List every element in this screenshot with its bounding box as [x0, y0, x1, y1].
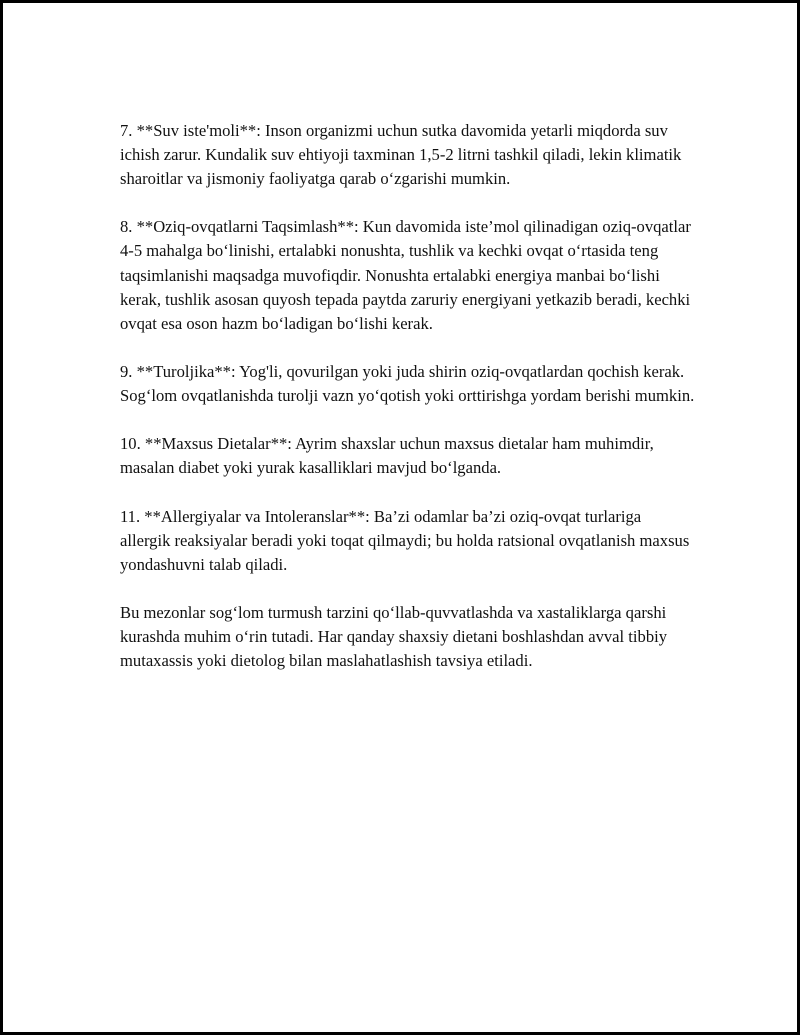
paragraph-special-diets: 10. **Maxsus Dietalar**: Ayrim shaxslar uchun maxsus dietalar ham muhimdir, masalan diabet yoki yurak kasalliklari mavjud bo‘lganda. — [120, 434, 654, 478]
paragraph-allergies: 11. **Allergiyalar va Intoleranslar**: Ba’zi odamlar ba’zi oziq-ovqat turlariga allergik reaksiyalar beradi yoki toqat qilmaydi; bu holda ratsional ovqatlanish maxsus yondashuvni talab qiladi. — [120, 506, 690, 574]
paragraph-conclusion: Bu mezonlar sog‘lom turmush tarzini qo‘llab-quvvatlashda va xastaliklarga qarshi kurashda muhim o‘rin tutadi. Har qanday shaxsiy dietani boshlashdan avval tibbiy mutaxassis yoki dietolog bilan maslahatlashish tavsiya etiladi. — [120, 602, 668, 671]
document-body — [120, 119, 695, 697]
paragraph-water-intake: 7. **Suv iste'moli**: Inson organizmi uchun sutka davomida yetarli miqdorda suv ichish zarur. Kundalik suv ehtiyoji taxminan 1,5-2 litrni tashkil qiladi, lekin klimatik sharoitlar va jismoniy faoliyatga qarab o‘zgarishi mumkin. — [120, 121, 682, 189]
paragraph-meal-distribution: 8. **Oziq-ovqatlarni Taqsimlash**: Kun davomida iste’mol qilinadigan oziq-ovqatlar 4-5 mahalga bo‘linishi, ertalabki nonushta, tushlik va kechki ovqat o‘rtasida teng taqsimlanishi maqsadga muvofiqdir. Nonushta ertalabki energiya manbai bo‘lishi kerak, tushlik asosan quyosh tepada paytda zaruriy energiyani yetkazib beradi, kechki ovqat esa oson hazm bo‘ladigan bo‘lishi kerak. — [120, 217, 691, 333]
paragraph-turoljika: 9. **Turoljika**: Yog'li, qovurilgan yoki juda shirin oziq-ovqatlardan qochish kerak. Sog‘lom ovqatlanishda turolji vazn yo‘qotish yoki orttirishga yordam berishi mumkin. — [120, 361, 695, 406]
